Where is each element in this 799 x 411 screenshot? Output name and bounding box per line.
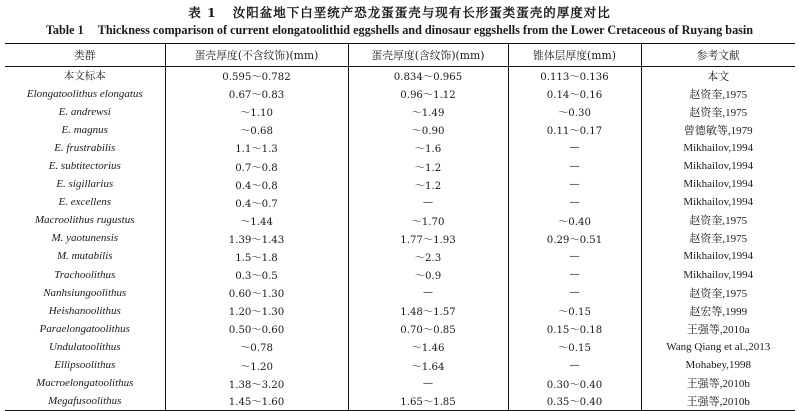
cone-layer-thickness-cell: ～0.15 bbox=[508, 338, 641, 356]
reference-cell: 曾德敏等,1979 bbox=[641, 121, 795, 139]
taxon-cell: Undulatoolithus bbox=[48, 340, 121, 353]
reference-cell: Wang Qiang et al.,2013 bbox=[641, 338, 795, 356]
taxon-cell: Heishanoolithus bbox=[48, 304, 121, 317]
header-thickness-with-ornament: 蛋壳厚度(含纹饰)(mm) bbox=[348, 44, 508, 67]
taxon-cell: Trachoolithus bbox=[54, 268, 116, 281]
reference-cell: 赵资奎,1975 bbox=[641, 284, 795, 302]
reference-cell: Mikhailov,1994 bbox=[641, 157, 795, 175]
taxon-cell: Macroelongatoolithus bbox=[36, 377, 134, 390]
taxon-cell: M. yaotunensis bbox=[51, 232, 119, 245]
cone-layer-thickness-cell: ～0.15 bbox=[508, 302, 641, 320]
thickness-with-ornament-cell: ～1.46 bbox=[348, 338, 508, 356]
reference-cell: 赵资奎,1975 bbox=[641, 211, 795, 229]
reference-cell: 王强等,2010b bbox=[641, 392, 795, 410]
thickness-with-ornament-cell: ～2.3 bbox=[348, 247, 508, 265]
thickness-with-ornament-cell: ～1.2 bbox=[348, 157, 508, 175]
taxon-cell: Paraelongatoolithus bbox=[39, 322, 130, 335]
taxon-cell: 本文标本 bbox=[63, 70, 106, 83]
taxon-cell: M. mutabilis bbox=[56, 250, 113, 263]
reference-cell: 王强等,2010b bbox=[641, 374, 795, 392]
cone-layer-thickness-cell: 0.30～0.40 bbox=[508, 374, 641, 392]
thickness-with-ornament-cell: 0.834～0.965 bbox=[348, 67, 508, 85]
table-row bbox=[5, 193, 795, 211]
table-row bbox=[5, 266, 795, 284]
table-row bbox=[5, 175, 795, 193]
reference-cell: 本文 bbox=[641, 67, 795, 85]
reference-cell: 赵宏等,1999 bbox=[641, 302, 795, 320]
thickness-without-ornament-cell: 0.60～1.30 bbox=[165, 284, 348, 302]
thickness-with-ornament-cell: 1.65～1.85 bbox=[348, 392, 508, 410]
table-row bbox=[5, 139, 795, 157]
taxon-cell: Ellipsoolithus bbox=[54, 359, 116, 372]
cone-layer-thickness-cell: 0.113～0.136 bbox=[508, 67, 641, 85]
thickness-without-ornament-cell: 0.50～0.60 bbox=[165, 320, 348, 338]
table-row bbox=[5, 356, 795, 374]
cone-layer-thickness-cell: — bbox=[508, 139, 641, 157]
eggshell-thickness-table bbox=[5, 43, 795, 411]
reference-cell: 赵资奎,1975 bbox=[641, 229, 795, 247]
header-cone-layer-thickness: 锥体层厚度(mm) bbox=[508, 44, 641, 67]
thickness-with-ornament-cell: ～1.64 bbox=[348, 356, 508, 374]
reference-cell: 王强等,2010a bbox=[641, 320, 795, 338]
table-title-english-text: Thickness comparison of current elongatoolithid eggshells and dinosaur eggshells from the Lower Cretaceous of Ruyang basin bbox=[97, 23, 754, 37]
taxon-cell: Megafusoolithus bbox=[5, 392, 165, 410]
cone-layer-thickness-cell: 0.29～0.51 bbox=[508, 229, 641, 247]
thickness-without-ornament-cell: 0.67～0.83 bbox=[165, 85, 348, 103]
thickness-without-ornament-cell: 0.3～0.5 bbox=[165, 266, 348, 284]
cone-layer-thickness-cell: — bbox=[508, 266, 641, 284]
thickness-without-ornament-cell: 1.1～1.3 bbox=[165, 139, 348, 157]
thickness-with-ornament-cell: — bbox=[348, 374, 508, 392]
thickness-without-ornament-cell: ～0.78 bbox=[165, 338, 348, 356]
cone-layer-thickness-cell: 0.14～0.16 bbox=[508, 85, 641, 103]
thickness-with-ornament-cell: ～0.90 bbox=[348, 121, 508, 139]
cone-layer-thickness-cell: 0.15～0.18 bbox=[508, 320, 641, 338]
thickness-with-ornament-cell: — bbox=[348, 284, 508, 302]
reference-cell: 赵资奎,1975 bbox=[641, 85, 795, 103]
header-thickness-without-ornament: 蛋壳厚度(不含纹饰)(mm) bbox=[165, 44, 348, 67]
table-row bbox=[5, 157, 795, 175]
thickness-without-ornament-cell: 0.7～0.8 bbox=[165, 157, 348, 175]
taxon-cell: E. subtitectorius bbox=[48, 160, 121, 173]
taxon-cell: Macroolithus rugustus bbox=[34, 214, 135, 227]
thickness-without-ornament-cell: 1.5～1.8 bbox=[165, 247, 348, 265]
header-taxon: 类群 bbox=[5, 44, 165, 67]
cone-layer-thickness-cell: — bbox=[508, 193, 641, 211]
taxon-cell: E. andrewsi bbox=[58, 105, 111, 118]
taxon-cell: Elongatoolithus elongatus bbox=[26, 87, 143, 100]
thickness-with-ornament-cell: 0.70～0.85 bbox=[348, 320, 508, 338]
thickness-without-ornament-cell: ～1.20 bbox=[165, 356, 348, 374]
thickness-without-ornament-cell: 1.39～1.43 bbox=[165, 229, 348, 247]
taxon-cell: E. excellens bbox=[58, 196, 112, 209]
table-row bbox=[5, 374, 795, 392]
cone-layer-thickness-cell: — bbox=[508, 284, 641, 302]
table-row bbox=[5, 302, 795, 320]
table-row bbox=[5, 67, 795, 85]
thickness-with-ornament-cell: ～0.9 bbox=[348, 266, 508, 284]
reference-cell: Mikhailov,1994 bbox=[641, 247, 795, 265]
table-row bbox=[5, 284, 795, 302]
cone-layer-thickness-cell: 0.35～0.40 bbox=[508, 392, 641, 410]
table-row bbox=[5, 392, 795, 410]
reference-cell: Mikhailov,1994 bbox=[641, 175, 795, 193]
thickness-without-ornament-cell: 1.45～1.60 bbox=[165, 392, 348, 410]
thickness-without-ornament-cell: 1.38～3.20 bbox=[165, 374, 348, 392]
cone-layer-thickness-cell: — bbox=[508, 157, 641, 175]
header-reference: 参考文献 bbox=[641, 44, 795, 67]
thickness-without-ornament-cell: ～1.10 bbox=[165, 103, 348, 121]
table-title-chinese bbox=[0, 3, 799, 21]
thickness-with-ornament-cell: ～1.70 bbox=[348, 211, 508, 229]
thickness-with-ornament-cell: ～1.49 bbox=[348, 103, 508, 121]
table-row bbox=[5, 121, 795, 139]
thickness-without-ornament-cell: ～1.44 bbox=[165, 211, 348, 229]
table-row bbox=[5, 211, 795, 229]
table-row bbox=[5, 103, 795, 121]
table-row bbox=[5, 229, 795, 247]
thickness-with-ornament-cell: ～1.6 bbox=[348, 139, 508, 157]
table-body bbox=[5, 67, 795, 411]
table-number-chinese: 表 1 bbox=[188, 5, 217, 20]
table-row bbox=[5, 338, 795, 356]
table-row bbox=[5, 85, 795, 103]
reference-cell: 赵资奎,1975 bbox=[641, 103, 795, 121]
cone-layer-thickness-cell: 0.11～0.17 bbox=[508, 121, 641, 139]
table-title-english bbox=[0, 23, 799, 38]
thickness-without-ornament-cell: 0.4～0.7 bbox=[165, 193, 348, 211]
cone-layer-thickness-cell: ～0.30 bbox=[508, 103, 641, 121]
reference-cell: Mikhailov,1994 bbox=[641, 193, 795, 211]
table-header bbox=[5, 44, 795, 67]
header-row bbox=[5, 44, 795, 67]
cone-layer-thickness-cell: — bbox=[508, 356, 641, 374]
reference-cell: Mikhailov,1994 bbox=[641, 139, 795, 157]
table-row bbox=[5, 320, 795, 338]
reference-cell: Mohabey,1998 bbox=[641, 356, 795, 374]
table-number-english: Table 1 bbox=[45, 23, 84, 37]
cone-layer-thickness-cell: — bbox=[508, 175, 641, 193]
thickness-without-ornament-cell: 1.20～1.30 bbox=[165, 302, 348, 320]
thickness-without-ornament-cell: 0.4～0.8 bbox=[165, 175, 348, 193]
cone-layer-thickness-cell: — bbox=[508, 247, 641, 265]
taxon-cell: E. frustrabilis bbox=[54, 141, 116, 154]
taxon-cell: Nanhsiungoolithus bbox=[43, 286, 127, 299]
thickness-without-ornament-cell: 0.595～0.782 bbox=[165, 67, 348, 85]
table-row bbox=[5, 247, 795, 265]
taxon-cell: E. magnus bbox=[61, 123, 108, 136]
thickness-with-ornament-cell: 1.48～1.57 bbox=[348, 302, 508, 320]
thickness-without-ornament-cell: ～0.68 bbox=[165, 121, 348, 139]
taxon-cell: E. sigillarius bbox=[56, 178, 114, 191]
thickness-with-ornament-cell: 1.77～1.93 bbox=[348, 229, 508, 247]
table-title-chinese-text: 汝阳盆地下白垩统产恐龙蛋蛋壳与现有长形蛋类蛋壳的厚度对比 bbox=[232, 5, 611, 20]
cone-layer-thickness-cell: ～0.40 bbox=[508, 211, 641, 229]
thickness-with-ornament-cell: — bbox=[348, 193, 508, 211]
reference-cell: Mikhailov,1994 bbox=[641, 266, 795, 284]
thickness-with-ornament-cell: ～1.2 bbox=[348, 175, 508, 193]
thickness-with-ornament-cell: 0.96～1.12 bbox=[348, 85, 508, 103]
